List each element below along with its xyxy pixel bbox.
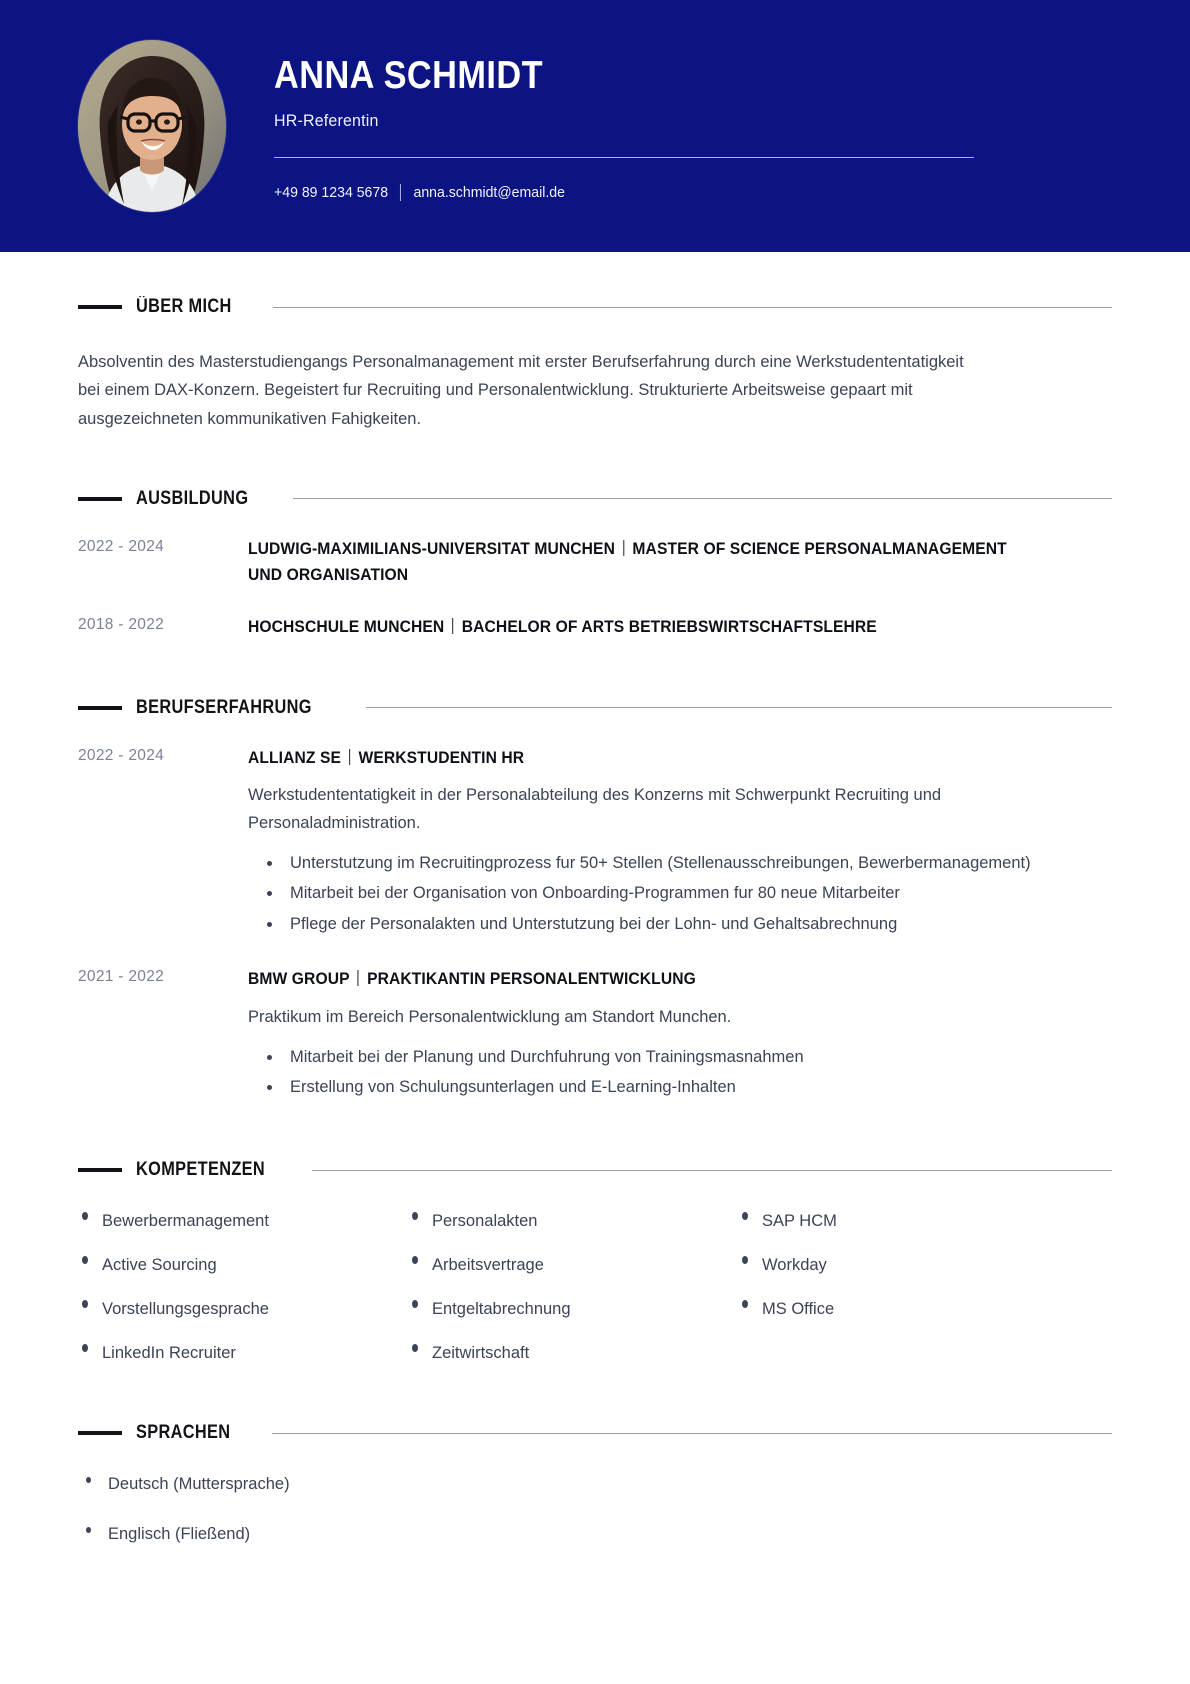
phone-number[interactable]: +49 89 1234 5678 xyxy=(274,183,389,201)
spacer xyxy=(78,450,1112,488)
section-header-about xyxy=(78,296,1112,318)
list-item: Deutsch (Muttersprache) xyxy=(78,1472,1112,1497)
entry-body xyxy=(248,745,1112,941)
skills-column xyxy=(78,1209,408,1384)
list-item: Englisch (Fließend) xyxy=(78,1522,1112,1547)
section-rule xyxy=(273,307,1112,308)
section-header-skills xyxy=(78,1159,1112,1181)
title-separator xyxy=(358,970,359,986)
entry-organization: LUDWIG-MAXIMILIANS-UNIVERSITAT MUNCHEN xyxy=(248,538,615,558)
title-separator xyxy=(453,618,454,634)
page-title: ANNA SCHMIDT xyxy=(274,54,544,98)
section-skills xyxy=(78,1159,1112,1384)
section-title: KOMPETENZEN xyxy=(136,1159,266,1181)
section-rule xyxy=(366,707,1112,708)
list-item: Erstellung von Schulungsunterlagen und E-Learning-Inhalten xyxy=(248,1073,1112,1101)
entry-detail: BACHELOR OF ARTS BETRIEBSWIRTSCHAFTSLEHRE xyxy=(461,617,877,637)
email-address[interactable]: anna.schmidt@email.de xyxy=(413,183,565,201)
skills-column xyxy=(408,1209,738,1384)
entry-title xyxy=(248,614,1043,640)
skill-item: Active Sourcing xyxy=(78,1253,408,1278)
section-header-experience xyxy=(78,697,1112,719)
entry-title xyxy=(248,536,1043,589)
entry-title xyxy=(248,966,1043,992)
entry-detail: MASTER OF SCIENCE PERSONALMANAGEMENT UND ORGANISATION xyxy=(248,538,1007,584)
contact-line xyxy=(274,184,932,201)
section-header-languages xyxy=(78,1422,1112,1444)
entry-bullet-list xyxy=(248,1043,1112,1102)
entry-organization: HOCHSCHULE MUNCHEN xyxy=(248,617,445,637)
skill-item: LinkedIn Recruiter xyxy=(78,1341,408,1366)
list-item: Unterstutzung im Recruitingprozess fur 50+ Stellen (Stellenausschreibungen, Bewerbermanagement) xyxy=(248,849,1112,877)
skills-column xyxy=(738,1209,1112,1384)
languages-list xyxy=(78,1472,1112,1547)
skill-item: MS Office xyxy=(738,1297,1112,1322)
entry-date: 2022 - 2024 xyxy=(78,537,165,555)
section-rule xyxy=(272,1433,1112,1434)
section-education xyxy=(78,488,1112,641)
resume-body xyxy=(0,252,1190,1547)
skill-item: Vorstellungsgesprache xyxy=(78,1297,408,1322)
section-rule xyxy=(312,1170,1112,1171)
skill-item: Zeitwirtschaft xyxy=(408,1341,738,1366)
section-dash-icon xyxy=(78,706,122,710)
spacer xyxy=(78,641,1112,697)
entry-body xyxy=(248,536,1112,589)
entry-date: 2018 - 2022 xyxy=(78,616,165,634)
entry-date: 2022 - 2024 xyxy=(78,746,165,764)
avatar xyxy=(78,40,226,212)
entry-detail: WERKSTUDENTIN HR xyxy=(358,747,525,767)
education-entry xyxy=(78,536,1112,589)
section-header-education xyxy=(78,488,1112,510)
section-rule xyxy=(293,498,1112,499)
header-text-block xyxy=(274,51,974,200)
section-about xyxy=(78,296,1112,433)
resume-header xyxy=(0,0,1190,252)
list-item: Pflege der Personalakten und Unterstutzung bei der Lohn- und Gehaltsabrechnung xyxy=(248,910,1112,938)
section-title: SPRACHEN xyxy=(136,1422,231,1444)
section-title: AUSBILDUNG xyxy=(136,487,249,509)
title-separator xyxy=(349,749,350,765)
skill-item: Workday xyxy=(738,1253,1112,1278)
section-languages xyxy=(78,1422,1112,1547)
entry-description: Praktikum im Bereich Personalentwicklung am Standort Munchen. xyxy=(248,1007,732,1026)
entry-detail: PRAKTIKANTIN PERSONALENTWICKLUNG xyxy=(367,969,696,989)
entry-title xyxy=(248,745,1043,771)
list-item: Mitarbeit bei der Planung und Durchfuhrung von Trainingsmasnahmen xyxy=(248,1043,1112,1071)
title-separator xyxy=(623,540,624,556)
entry-body xyxy=(248,614,1112,640)
section-dash-icon xyxy=(78,1168,122,1172)
section-experience xyxy=(78,697,1112,1104)
header-divider xyxy=(274,157,974,158)
job-role: HR-Referentin xyxy=(274,110,379,130)
entry-description: Werkstudententatigkeit in der Personalabteilung des Konzerns mit Schwerpunkt Recruiting und Personaladministration. xyxy=(248,786,942,833)
section-title: ÜBER MICH xyxy=(136,296,232,317)
section-dash-icon xyxy=(78,497,122,501)
skill-item: Bewerbermanagement xyxy=(78,1209,408,1234)
section-title: BERUFSERFAHRUNG xyxy=(136,696,312,718)
entry-date: 2021 - 2022 xyxy=(78,968,165,986)
skill-item: Arbeitsvertrage xyxy=(408,1253,738,1278)
skills-grid xyxy=(78,1209,1112,1384)
entry-bullet-list xyxy=(248,849,1112,938)
contact-separator xyxy=(400,184,401,201)
skill-item: Personalakten xyxy=(408,1209,738,1234)
list-item: Mitarbeit bei der Organisation von Onboarding-Programmen fur 80 neue Mitarbeiter xyxy=(248,879,1112,907)
skill-item: SAP HCM xyxy=(738,1209,1112,1234)
education-entry xyxy=(78,614,1112,640)
experience-entry xyxy=(78,966,1112,1103)
entry-body xyxy=(248,966,1112,1103)
spacer xyxy=(78,1103,1112,1159)
about-text: Absolventin des Masterstudiengangs Personalmanagement mit erster Berufserfahrung durch eine Werkstudententatigkeit bei einem DAX-Konzern. Begeistert fur Recruiting und Personalentwicklung. Strukturierte Arbeitsweise gepaart mit ausgezeichneten kommunikativen Fahigkeiten. xyxy=(78,353,964,428)
skill-item: Entgeltabrechnung xyxy=(408,1297,738,1322)
entry-organization: ALLIANZ SE xyxy=(248,747,342,767)
spacer xyxy=(78,1384,1112,1422)
section-dash-icon xyxy=(78,1431,122,1435)
experience-entry xyxy=(78,745,1112,941)
portrait-photo-icon xyxy=(78,40,226,212)
section-dash-icon xyxy=(78,305,122,309)
spacer xyxy=(78,252,1112,296)
entry-organization: BMW GROUP xyxy=(248,969,350,989)
